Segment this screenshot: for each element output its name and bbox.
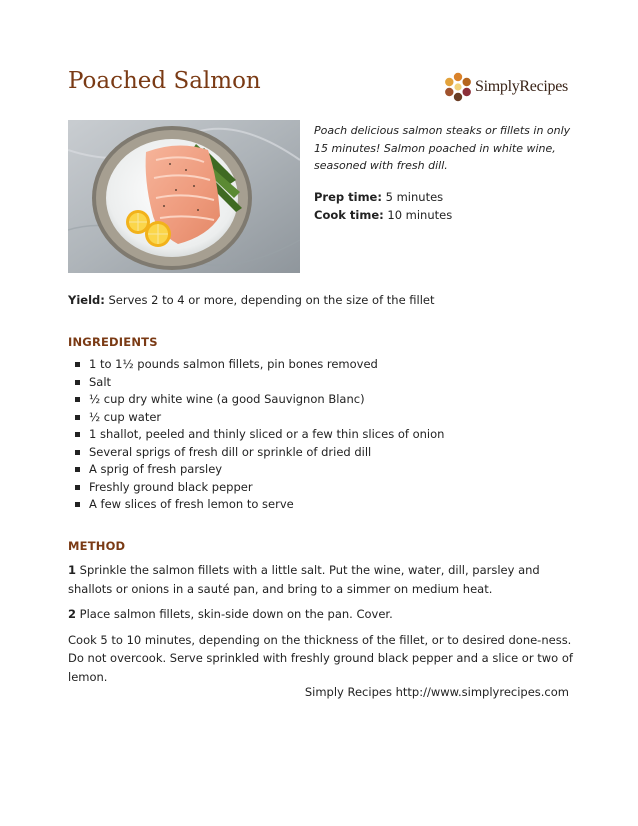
source-footer: Simply Recipes http://www.simplyrecipes.com xyxy=(304,685,569,699)
bullet-icon xyxy=(75,432,80,437)
ingredient-item xyxy=(68,374,444,392)
cook-time xyxy=(314,206,579,225)
yield-value: Serves 2 to 4 or more, depending on the size of the fillet xyxy=(108,293,435,307)
recipe-intro xyxy=(314,122,579,225)
ingredient-item xyxy=(68,409,444,427)
bullet-icon xyxy=(75,450,80,455)
bullet-icon xyxy=(75,415,80,420)
ingredient-item xyxy=(68,479,444,497)
step-text: Place salmon fillets, skin-side down on the pan. Cover. xyxy=(79,607,393,621)
ingredient-item xyxy=(68,356,444,374)
bullet-icon xyxy=(75,485,80,490)
ingredient-item xyxy=(68,496,444,514)
ingredient-item xyxy=(68,426,444,444)
prep-time-value: 5 minutes xyxy=(385,189,444,204)
method-step-1 xyxy=(68,561,573,598)
step-text: Sprinkle the salmon fillets with a little salt. Put the wine, water, dill, parsley and shallots or onions in a sauté pan, and bring to a simmer on medium heat. xyxy=(68,563,540,596)
recipe-yield xyxy=(68,293,435,307)
ingredient-item xyxy=(68,461,444,479)
simplyrecipes-logo xyxy=(443,70,573,104)
ingredient-text: 1 to 1½ pounds salmon fillets, pin bones removed xyxy=(89,357,378,371)
ingredient-item xyxy=(68,391,444,409)
bullet-icon xyxy=(75,502,80,507)
ingredient-text: ½ cup water xyxy=(89,409,162,424)
bullet-icon xyxy=(75,397,80,402)
salmon-plate-image xyxy=(68,120,300,273)
salmon-photo xyxy=(68,120,300,273)
ingredients-list xyxy=(68,356,444,514)
bullet-icon xyxy=(75,467,80,472)
bullet-icon xyxy=(75,380,80,385)
recipe-description: Poach delicious salmon steaks or fillets in only 15 minutes! Salmon poached in white wine, seasoned with fresh dill. xyxy=(314,124,571,172)
ingredient-item xyxy=(68,444,444,462)
method-heading: METHOD xyxy=(68,539,126,553)
brand-name: SimplyRecipes xyxy=(475,78,568,95)
ingredient-text: Freshly ground black pepper xyxy=(89,479,253,494)
ingredient-text: A sprig of fresh parsley xyxy=(89,462,223,476)
flower-logo-icon xyxy=(443,70,473,104)
step-number: 1 xyxy=(68,563,77,577)
recipe-times xyxy=(314,188,579,225)
yield-label: Yield: xyxy=(68,293,105,307)
bullet-icon xyxy=(75,362,80,367)
step-number: 2 xyxy=(68,607,77,621)
ingredients-heading: INGREDIENTS xyxy=(68,335,158,349)
recipe-title: Poached Salmon xyxy=(68,68,261,94)
prep-time-label: Prep time: xyxy=(314,189,382,204)
method-step-2 xyxy=(68,605,573,624)
ingredient-text: ½ cup dry white wine (a good Sauvignon Blanc) xyxy=(89,392,365,406)
ingredient-text: 1 shallot, peeled and thinly sliced or a few thin slices of onion xyxy=(89,427,445,441)
ingredient-text: Salt xyxy=(89,374,112,389)
method-steps xyxy=(68,561,573,693)
cook-time-value: 10 minutes xyxy=(387,208,453,222)
method-note: Cook 5 to 10 minutes, depending on the thickness of the fillet, or to desired done-ness. Do not overcook. Serve sprinkled with freshly ground black pepper and a slice or two of lemon. xyxy=(68,632,573,684)
prep-time xyxy=(314,188,579,207)
cook-time-label: Cook time: xyxy=(314,208,384,222)
ingredient-text: Several sprigs of fresh dill or sprinkle of dried dill xyxy=(89,444,372,459)
ingredient-text: A few slices of fresh lemon to serve xyxy=(89,497,294,511)
